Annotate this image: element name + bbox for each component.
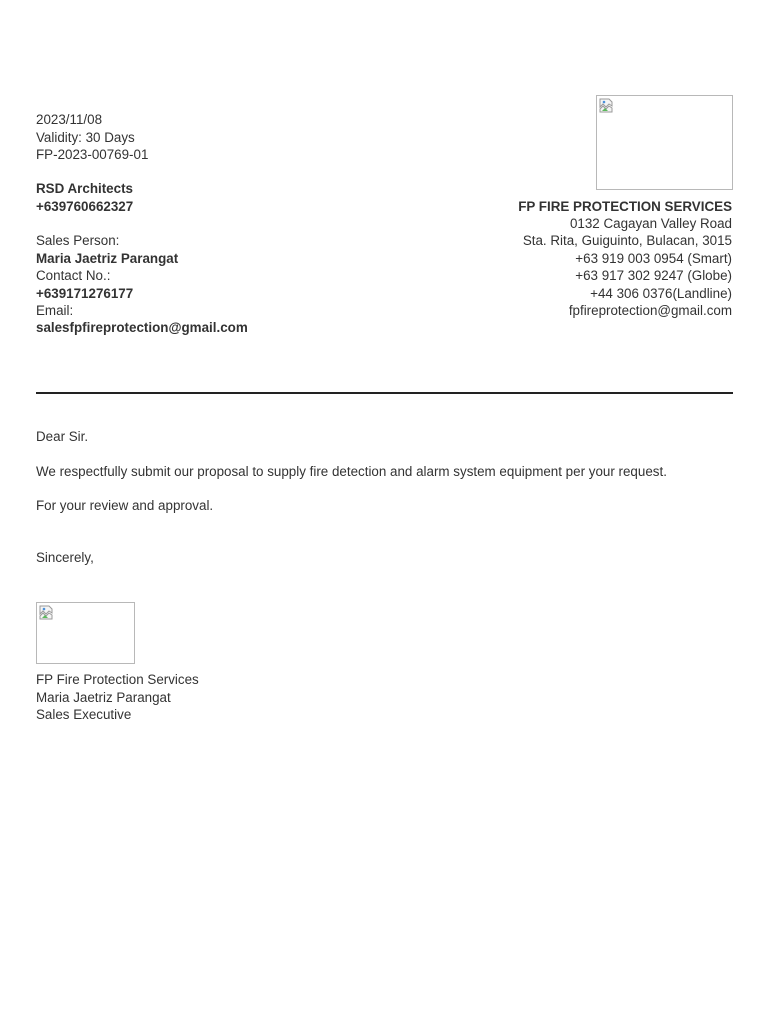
company-address-line1: 0132 Cagayan Valley Road [569,216,732,231]
company-phone-smart: +63 919 003 0954 (Smart) [575,251,732,266]
company-phone-landline: +44 306 0376(Landline) [590,286,732,301]
company-logo [596,95,733,190]
broken-image-icon [599,98,613,113]
letter-body: We respectfully submit our proposal to supply fire detection and alarm system equipment per your request. [36,464,667,479]
company-name: FP FIRE PROTECTION SERVICES [518,199,732,214]
quote-reference: FP-2023-00769-01 [36,147,149,162]
signature-title: Sales Executive [36,707,132,722]
letter-request: For your review and approval. [36,498,214,513]
broken-image-icon [39,605,53,620]
email-label: Email: [36,303,74,318]
client-phone: +639760662327 [36,199,134,214]
contact-number: +639171276177 [36,286,134,301]
signature-image [36,602,135,664]
contact-label: Contact No.: [36,268,111,283]
company-email: fpfireprotection@gmail.com [568,303,732,318]
quote-validity: Validity: 30 Days [36,130,135,145]
quote-date: 2023/11/08 [36,112,103,127]
letter-salutation: Dear Sir. [36,429,89,444]
company-phone-globe: +63 917 302 9247 (Globe) [575,268,732,283]
sales-person-label: Sales Person: [36,233,120,248]
section-divider [36,392,733,394]
signature-name: Maria Jaetriz Parangat [36,690,171,705]
letter-closing: Sincerely, [36,550,94,565]
signature-company: FP Fire Protection Services [36,672,199,687]
client-name: RSD Architects [36,181,133,196]
sales-email: salesfpfireprotection@gmail.com [36,320,248,335]
company-address-line2: Sta. Rita, Guiguinto, Bulacan, 3015 [522,233,732,248]
sales-person-name: Maria Jaetriz Parangat [36,251,179,266]
